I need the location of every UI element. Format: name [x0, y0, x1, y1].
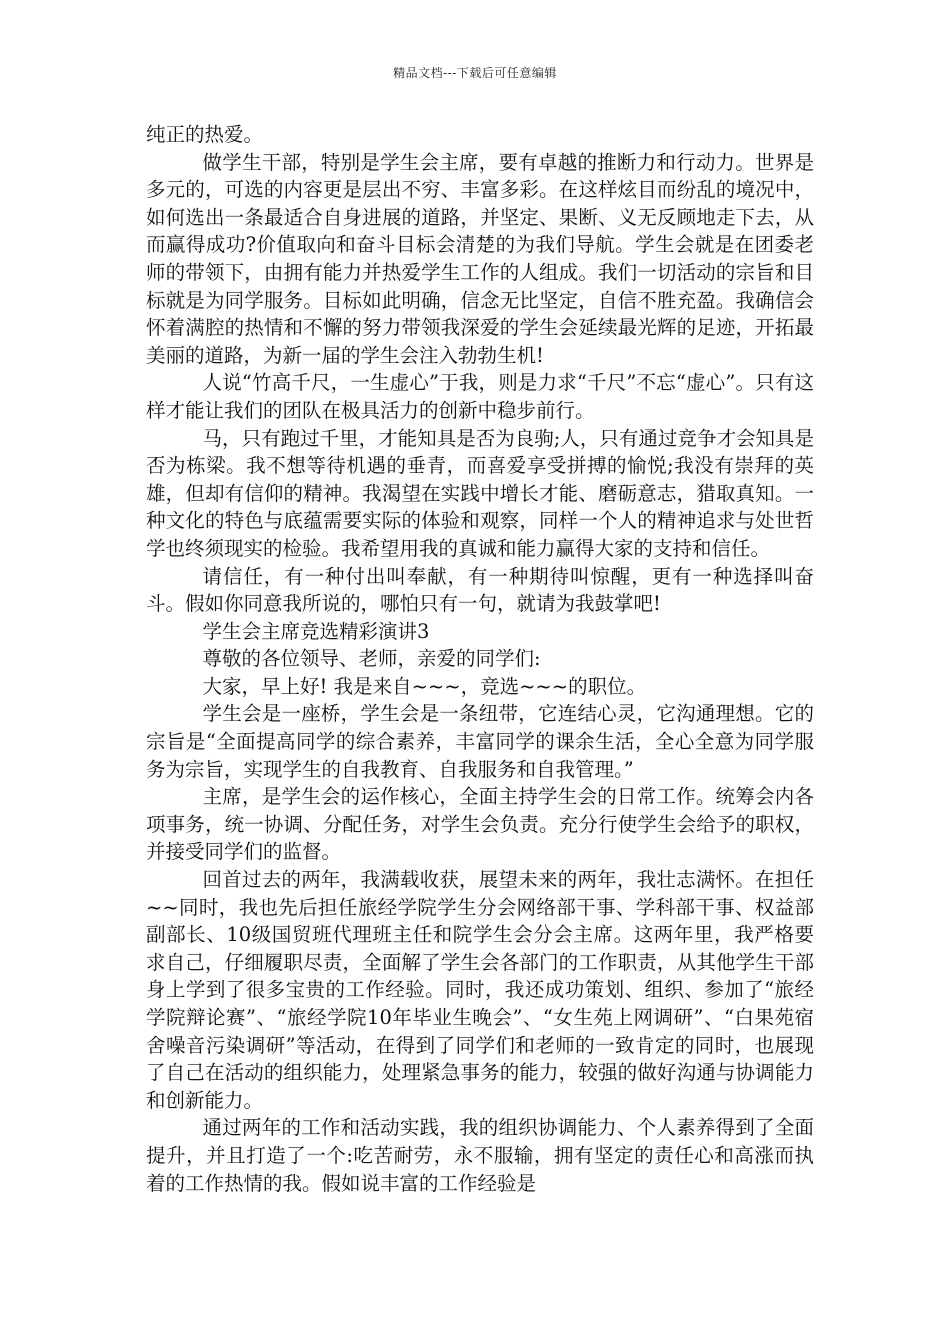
- paragraph: 纯正的热爱。: [146, 123, 264, 146]
- paragraph: 人说“竹高千尺，一生虚心”于我，则是力求“千尺”不忘“虚心”。只有这样才能让我们的团队在极具活力的创新中稳步前行。: [146, 371, 814, 422]
- greeting: 大家，早上好! 我是来自~~~，竞选~~~的职位。: [202, 674, 647, 698]
- paragraph: 请信任，有一种付出叫奉献，有一种期待叫惊醒，更有一种选择叫奋斗。假如你同意我所说的，哪怕只有一句，就请为我鼓掌吧!: [146, 564, 814, 616]
- paragraph: 通过两年的工作和活动实践，我的组织协调能力、个人素养得到了全面提升，并且打造了一个:吃苦耐劳，永不服输，拥有坚定的责任心和高涨而执着的工作热情的我。假如说丰富的工作经验是: [146, 1116, 814, 1195]
- paragraph: 学生会是一座桥，学生会是一条纽带，它连结心灵，它沟通理想。它的宗旨是“全面提高同学的综合素养，丰富同学的课余生活，全心全意为同学服务为宗旨，实现学生的自我教育、自我服务和自我管理。”: [146, 702, 814, 781]
- salutation: 尊敬的各位领导、老师，亲爱的同学们:: [202, 647, 541, 671]
- paragraph: 回首过去的两年，我满载收获，展望未来的两年，我壮志满怀。在担任~~同时，我也先后担任旅经学院学生分会网络部干事、学科部干事、权益部副部长、10级国贸班代理班主任和院学生会分会主席。这两年里，我严格要求自己，仔细履职尽责，全面解了学生会各部门的工作职责，从其他学生干部身上学到了很多宝贵的工作经验。同时，我还成功策划、组织、参加了“旅经学院辩论赛”、“旅经学院10年毕业生晚会”、“女生苑上网调研”、“白果苑宿舍噪音污染调研”等活动，在得到了同学们和老师的一致肯定的同时，也展现了自己在活动的组织能力，处理紧急事务的能力，较强的做好沟通与协调能力和创新能力。: [146, 868, 814, 1112]
- paragraph: 马，只有跑过千里，才能知具是否为良驹;人，只有通过竞争才会知具是否为栋梁。我不想等待机遇的垂青，而喜爱享受拼搏的愉悦;我没有崇拜的英雄，但却有信仰的精神。我渴望在实践中增长才能、磨砺意志，猎取真知。一种文化的特色与底蕴需要实际的体验和观察，同样一个人的精神追求与处世哲学也终须现实的检验。我希望用我的真诚和能力赢得大家的支持和信任。: [146, 426, 814, 560]
- paragraph: 主席，是学生会的运作核心，全面主持学生会的日常工作。统筹会内各项事务，统一协调、分配任务，对学生会负责。充分行使学生会给予的职权，并接受同学们的监督。: [146, 785, 814, 864]
- page-header: 精品文档---下载后可任意编辑: [393, 66, 557, 80]
- document-body: [146, 121, 814, 1197]
- section-heading: 学生会主席竞选精彩演讲3: [202, 619, 430, 643]
- paragraph: 做学生干部，特别是学生会主席，要有卓越的推断力和行动力。世界是多元的，可选的内容更是层出不穷、丰富多彩。在这样炫目而纷乱的境况中，如何选出一条最适合自身进展的道路，并坚定、果断、义无反顾地走下去，从而赢得成功?价值取向和奋斗目标会清楚的为我们导航。学生会就是在团委老师的带领下，由拥有能力并热爱学生工作的人组成。我们一切活动的宗旨和目标就是为同学服务。目标如此明确，信念无比坚定，自信不胜充盈。我确信会怀着满腔的热情和不懈的努力带领我深爱的学生会延续最光辉的足迹，开拓最美丽的道路，为新一届的学生会注入勃勃生机!: [146, 150, 814, 367]
